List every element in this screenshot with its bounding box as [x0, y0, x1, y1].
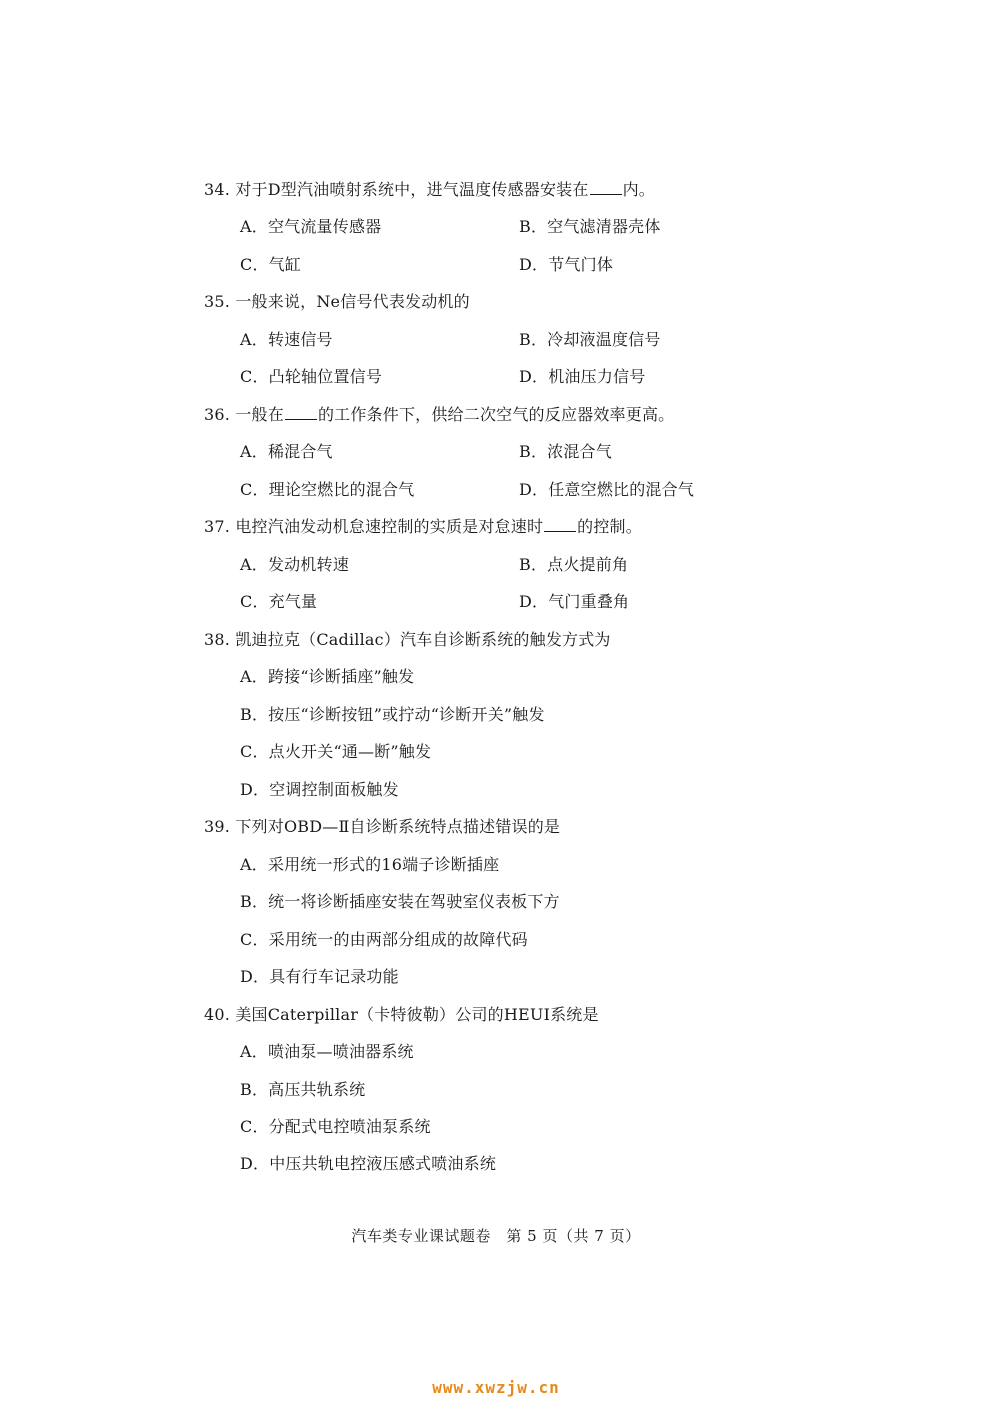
option-c: C．采用统一的由两部分组成的故障代码: [240, 930, 528, 949]
option-a: A．稀混合气: [240, 442, 333, 461]
option-a: A．空气流量传感器: [240, 217, 382, 236]
option-a: A．发动机转速: [240, 555, 349, 574]
question-stem: 电控汽油发动机怠速控制的实质是对怠速时: [235, 517, 544, 536]
site-watermark: www.xwzjw.cn: [432, 1378, 560, 1397]
question-39: [204, 817, 560, 837]
option-d: D．节气门体: [519, 255, 614, 274]
page-footer: 汽车类专业课试题卷 第 5 页（共 7 页）: [351, 1227, 641, 1245]
option-d: D．中压共轨电控液压感式喷油系统: [240, 1154, 497, 1173]
question-stem-end: 的控制。: [577, 517, 642, 536]
option-b: B．冷却液温度信号: [519, 330, 661, 349]
question-35: [204, 292, 470, 312]
option-b: B．统一将诊断插座安装在驾驶室仪表板下方: [240, 892, 560, 911]
option-c: C．点火开关“通—断”触发: [240, 742, 432, 761]
question-number: 39.: [204, 817, 231, 836]
option-d: D．空调控制面板触发: [240, 780, 399, 799]
question-number: 37.: [204, 517, 231, 536]
option-b: B．点火提前角: [519, 555, 629, 574]
option-d: D．机油压力信号: [519, 367, 646, 386]
option-b: B．空气滤清器壳体: [519, 217, 661, 236]
question-34: [204, 180, 655, 200]
option-d: D．具有行车记录功能: [240, 967, 399, 986]
question-stem: 对于D型汽油喷射系统中，进气温度传感器安装在: [235, 180, 589, 199]
question-stem: 一般来说，Ne信号代表发动机的: [235, 292, 470, 311]
question-number: 38.: [204, 630, 231, 649]
question-stem: 凯迪拉克（Cadillac）汽车自诊断系统的触发方式为: [235, 630, 611, 649]
question-number: 36.: [204, 405, 231, 424]
option-b: B．高压共轨系统: [240, 1080, 366, 1099]
option-c: C．分配式电控喷油泵系统: [240, 1117, 431, 1136]
question-38: [204, 630, 611, 650]
option-c: C．凸轮轴位置信号: [240, 367, 383, 386]
question-number: 40.: [204, 1005, 231, 1024]
option-a: A．采用统一形式的16端子诊断插座: [240, 855, 500, 874]
question-number: 34.: [204, 180, 231, 199]
option-d: D．气门重叠角: [519, 592, 630, 611]
option-c: C．理论空燃比的混合气: [240, 480, 415, 499]
answer-blank: [285, 405, 317, 420]
question-stem-end: 的工作条件下，供给二次空气的反应器效率更高。: [317, 405, 675, 424]
answer-blank: [544, 517, 576, 532]
question-40: [204, 1005, 599, 1025]
option-a: A．跨接“诊断插座”触发: [240, 667, 415, 686]
option-b: B．按压“诊断按钮”或拧动“诊断开关”触发: [240, 705, 545, 724]
question-stem-end: 内。: [622, 180, 655, 199]
option-a: A．转速信号: [240, 330, 333, 349]
answer-blank: [590, 180, 622, 195]
option-a: A．喷油泵—喷油器系统: [240, 1042, 414, 1061]
question-number: 35.: [204, 292, 231, 311]
question-36: [204, 405, 674, 425]
question-37: [204, 517, 642, 537]
question-stem: 一般在: [235, 405, 284, 424]
option-d: D．任意空燃比的混合气: [519, 480, 695, 499]
option-b: B．浓混合气: [519, 442, 612, 461]
question-stem: 美国Caterpillar（卡特彼勒）公司的HEUI系统是: [235, 1005, 599, 1024]
option-c: C．充气量: [240, 592, 318, 611]
option-c: C．气缸: [240, 255, 302, 274]
question-stem: 下列对OBD—Ⅱ自诊断系统特点描述错误的是: [235, 817, 561, 836]
